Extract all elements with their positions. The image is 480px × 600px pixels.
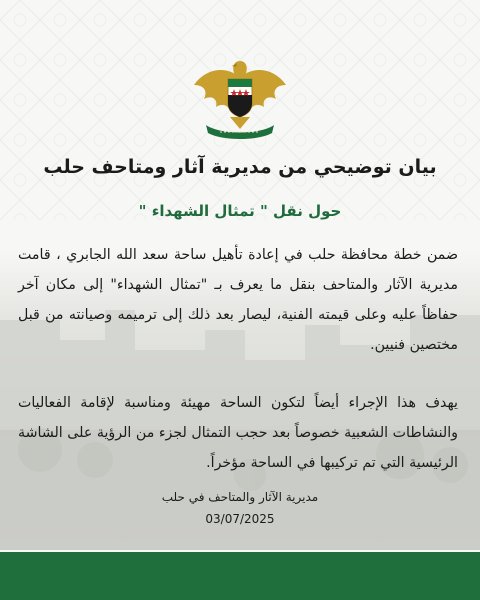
document-title: بيان توضيحي من مديرية آثار ومتاحف حلب bbox=[43, 156, 437, 178]
paragraph-2: يهدف هذا الإجراء أيضاً لتكون الساحة مهيئة ومناسبة لإقامة الفعاليات والنشاطات الشعبية خصوصاً بعد حجب التمثال لجزء من الرؤية على الشاشة الرئيسية التي تم تركيبها في الساحة مؤخراً. bbox=[18, 395, 458, 471]
signature-authority: مديرية الآثار والمتاحف في حلب bbox=[161, 490, 319, 504]
signature-date: 03/07/2025 bbox=[205, 512, 275, 526]
paragraph-1: ضمن خطة محافظة حلب في إعادة تأهيل ساحة سعد الله الجابري ، قامت مديرية الآثار والمتاحف بنقل ما يعرف بـ "تمثال الشهداء" إلى مكان آخر حفاظاً عليه وعلى قيمته الفنية، ليصار بعد ذلك إلى ترميمه وصيانته من قبل مختصين فنيين. bbox=[18, 247, 458, 353]
document-subtitle: حول نقل " تمثال الشهداء " bbox=[138, 202, 342, 220]
footer-band bbox=[0, 552, 480, 600]
syrian-eagle-emblem-icon bbox=[190, 55, 290, 145]
